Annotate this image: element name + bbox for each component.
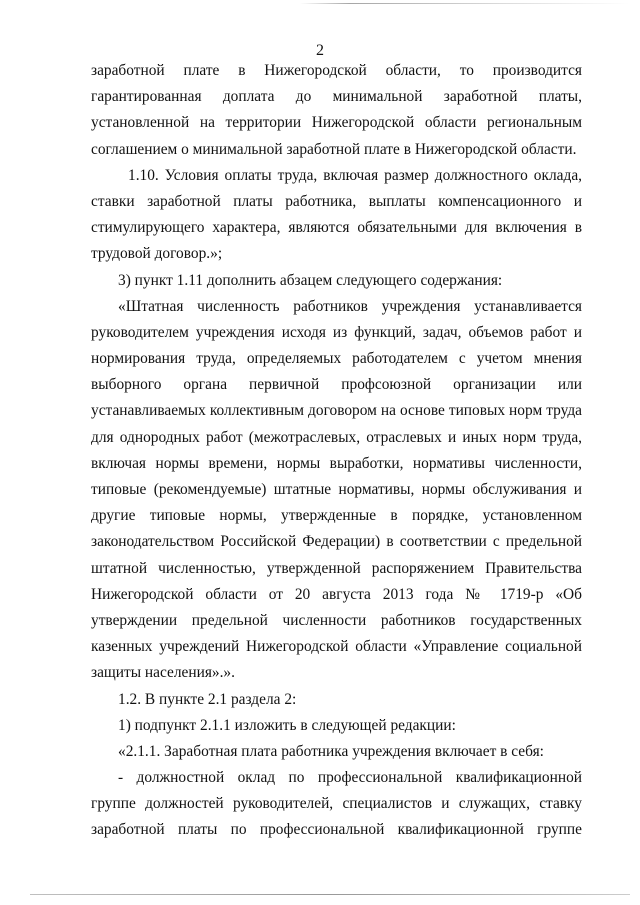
page-number: 2 — [316, 42, 324, 59]
text-line: казенных учреждений Нижегородской области «Управление социальной — [91, 638, 582, 656]
text-line: другие типовые нормы, утвержденные в порядке, установленном — [91, 507, 582, 525]
text-line: выборного органа первичной профсоюзной организации или — [91, 376, 582, 394]
text-line: ставки заработной платы работника, выплаты компенсационного и — [91, 192, 582, 210]
text-line: установленной на территории Нижегородской области региональным — [91, 114, 582, 132]
scan-artifact-bottom — [30, 894, 630, 895]
text-line: штатной численностью, утвержденной распоряжением Правительства — [91, 559, 582, 577]
text-line: законодательством Российской Федерации) в соответствии с предельной — [91, 533, 582, 551]
text-line: «2.1.1. Заработная плата работника учреждения включает в себя: — [118, 742, 544, 760]
text-line: заработной плате в Нижегородской области, то производится — [91, 62, 582, 79]
text-line: 1.2. В пункте 2.1 раздела 2: — [118, 690, 297, 708]
text-line: - должностной оклад по профессиональной квалификационной — [118, 769, 582, 787]
text-line: руководителем учреждения исходя из функций, задач, объемов работ и — [91, 323, 582, 341]
text-line: заработной платы по профессиональной квалификационной группе — [91, 821, 582, 839]
document-body — [91, 58, 582, 844]
text-line: гарантированная доплата до минимальной заработной платы, — [91, 88, 582, 106]
text-line: устанавливаемых коллективным договором на основе типовых норм труда — [91, 402, 582, 420]
text-line: 3) пункт 1.11 дополнить абзацем следующего содержания: — [118, 271, 503, 289]
text-line: Нижегородской области от 20 августа 2013 года № 1719-р «Об — [91, 585, 582, 603]
text-line: 1) подпункт 2.1.1 изложить в следующей редакции: — [118, 716, 456, 734]
text-line: стимулирующего характера, являются обязательными для включения в — [91, 219, 582, 237]
text-line: соглашением о минимальной заработной плате в Нижегородской области. — [91, 140, 577, 158]
text-line: трудовой договор.»; — [91, 245, 223, 263]
text-line: утверждении предельной численности работников государственных — [91, 611, 582, 629]
text-line: нормирования труда, определяемых работодателем с учетом мнения — [91, 350, 582, 368]
scan-artifact-top — [300, 3, 630, 4]
text-line: типовые (рекомендуемые) штатные нормативы, нормы обслуживания и — [91, 481, 582, 498]
text-line: «Штатная численность работников учреждения устанавливается — [118, 297, 582, 315]
text-line: 1.10. Условия оплаты труда, включая размер должностного оклада, — [128, 166, 582, 184]
text-line: защиты населения».». — [91, 664, 235, 682]
text-line: включая нормы времени, нормы выработки, нормативы численности, — [91, 454, 582, 472]
text-line: для однородных работ (межотраслевых, отраслевых и иных норм труда, — [91, 428, 582, 446]
text-line: группе должностей руководителей, специалистов и служащих, ставку — [91, 795, 582, 813]
